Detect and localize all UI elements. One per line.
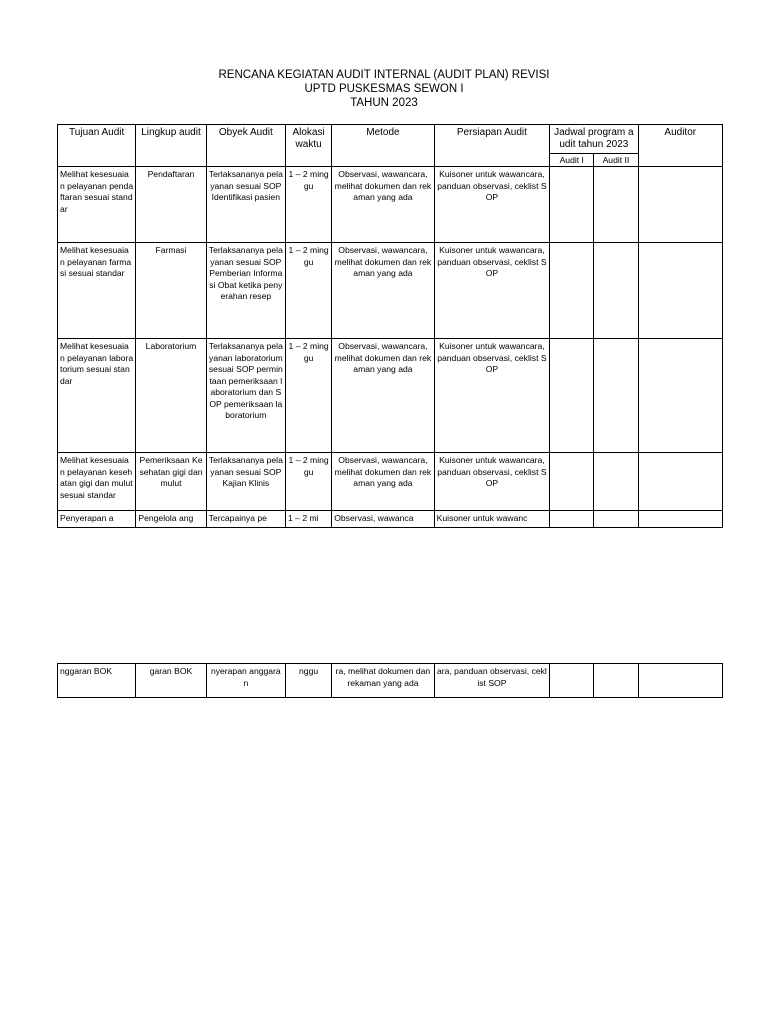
cell-metode: Observasi, wawancara, melihat dokumen dan rekaman yang ada xyxy=(332,243,434,339)
audit-plan-table-continued xyxy=(57,663,723,698)
table-row xyxy=(58,243,723,339)
cell-audit-i xyxy=(550,339,594,453)
cell-auditor xyxy=(638,511,722,528)
cell-persiapan: Kuisoner untuk wawanc xyxy=(434,511,550,528)
title-line-2: UPTD PUSKESMAS SEWON I xyxy=(304,83,464,95)
cell-tujuan: nggaran BOK xyxy=(58,664,136,698)
cell-tujuan: Melihat kesesuaian pelayanan pendaftaran sesuai standar xyxy=(58,167,136,243)
cell-tujuan: Melihat kesesuaian pelayanan kesehatan gigi dan mulut sesuai standar xyxy=(58,453,136,511)
cell-metode: Observasi, wawancara, melihat dokumen dan rekaman yang ada xyxy=(332,167,434,243)
cell-metode: Observasi, wawancara, melihat dokumen dan rekaman yang ada xyxy=(332,453,434,511)
cell-lingkup: Pengelola ang xyxy=(136,511,206,528)
cell-persiapan: Kuisoner untuk wawancara, panduan observasi, ceklist SOP xyxy=(434,243,550,339)
cell-alokasi: 1 – 2 mi xyxy=(286,511,332,528)
header-obyek-audit: Obyek Audit xyxy=(206,125,285,167)
header-alokasi-waktu: Alokasi waktu xyxy=(286,125,332,167)
cell-obyek: Terlaksananya pelayanan sesuai SOP Kajian Klinis xyxy=(206,453,285,511)
table-row-split-top xyxy=(58,511,723,528)
cell-lingkup: Laboratorium xyxy=(136,339,206,453)
cell-alokasi: nggu xyxy=(286,664,332,698)
cell-alokasi: 1 – 2 minggu xyxy=(286,453,332,511)
cell-audit-ii xyxy=(594,453,638,511)
cell-audit-ii xyxy=(594,167,638,243)
title-line-3: TAHUN 2023 xyxy=(350,97,418,109)
header-lingkup-audit: Lingkup audit xyxy=(136,125,206,167)
header-audit-i: Audit I xyxy=(550,154,594,167)
cell-audit-ii xyxy=(594,664,638,698)
cell-persiapan: Kuisoner untuk wawancara, panduan observasi, ceklist SOP xyxy=(434,453,550,511)
cell-audit-i xyxy=(550,453,594,511)
cell-obyek: Terlaksananya pelayanan laboratorium sesuai SOP permintaan pemeriksaan laboratorium dan SOP pemeriksaan laboratorium xyxy=(206,339,285,453)
cell-lingkup: garan BOK xyxy=(136,664,206,698)
cell-persiapan: ara, panduan observasi, ceklist SOP xyxy=(434,664,550,698)
cell-alokasi: 1 – 2 minggu xyxy=(286,339,332,453)
header-tujuan-audit: Tujuan Audit xyxy=(58,125,136,167)
cell-obyek: Terlaksananya pelayanan sesuai SOP Pemberian Informasi Obat ketika penyerahan resep xyxy=(206,243,285,339)
cell-obyek: Tercapainya pe xyxy=(206,511,285,528)
cell-tujuan: Penyerapan a xyxy=(58,511,136,528)
cell-tujuan: Melihat kesesuaian pelayanan laboratorium sesuai standar xyxy=(58,339,136,453)
audit-plan-table xyxy=(57,124,723,528)
table-row xyxy=(58,167,723,243)
cell-audit-ii xyxy=(594,339,638,453)
header-jadwal-program: Jadwal program audit tahun 2023 xyxy=(550,125,638,154)
cell-persiapan: Kuisoner untuk wawancara, panduan observasi, ceklist SOP xyxy=(434,167,550,243)
cell-audit-ii xyxy=(594,511,638,528)
cell-audit-i xyxy=(550,664,594,698)
cell-auditor xyxy=(638,664,722,698)
cell-tujuan: Melihat kesesuaian pelayanan farmasi sesuai standar xyxy=(58,243,136,339)
header-row xyxy=(58,125,723,154)
cell-auditor xyxy=(638,243,722,339)
table-row-split-bottom xyxy=(58,664,723,698)
header-auditor: Auditor xyxy=(638,125,722,167)
cell-persiapan: Kuisoner untuk wawancara, panduan observasi, ceklist SOP xyxy=(434,339,550,453)
cell-obyek: nyerapan anggaran xyxy=(206,664,285,698)
cell-audit-ii xyxy=(594,243,638,339)
table-row xyxy=(58,339,723,453)
header-audit-ii: Audit II xyxy=(594,154,638,167)
cell-lingkup: Pemeriksaan Kesehatan gigi dan mulut xyxy=(136,453,206,511)
cell-metode: Observasi, wawancara, melihat dokumen dan rekaman yang ada xyxy=(332,339,434,453)
cell-alokasi: 1 – 2 minggu xyxy=(286,243,332,339)
cell-auditor xyxy=(638,339,722,453)
document-title xyxy=(0,68,768,110)
cell-auditor xyxy=(638,453,722,511)
cell-lingkup: Pendaftaran xyxy=(136,167,206,243)
cell-metode: Observasi, wawanca xyxy=(332,511,434,528)
table-row xyxy=(58,453,723,511)
cell-lingkup: Farmasi xyxy=(136,243,206,339)
header-persiapan-audit: Persiapan Audit xyxy=(434,125,550,167)
cell-audit-i xyxy=(550,511,594,528)
header-metode: Metode xyxy=(332,125,434,167)
cell-obyek: Terlaksananya pelayanan sesuai SOP Identifikasi pasien xyxy=(206,167,285,243)
cell-audit-i xyxy=(550,243,594,339)
cell-audit-i xyxy=(550,167,594,243)
cell-metode: ra, melihat dokumen dan rekaman yang ada xyxy=(332,664,434,698)
cell-auditor xyxy=(638,167,722,243)
title-line-1: RENCANA KEGIATAN AUDIT INTERNAL (AUDIT PLAN) REVISI xyxy=(218,69,550,81)
cell-alokasi: 1 – 2 minggu xyxy=(286,167,332,243)
